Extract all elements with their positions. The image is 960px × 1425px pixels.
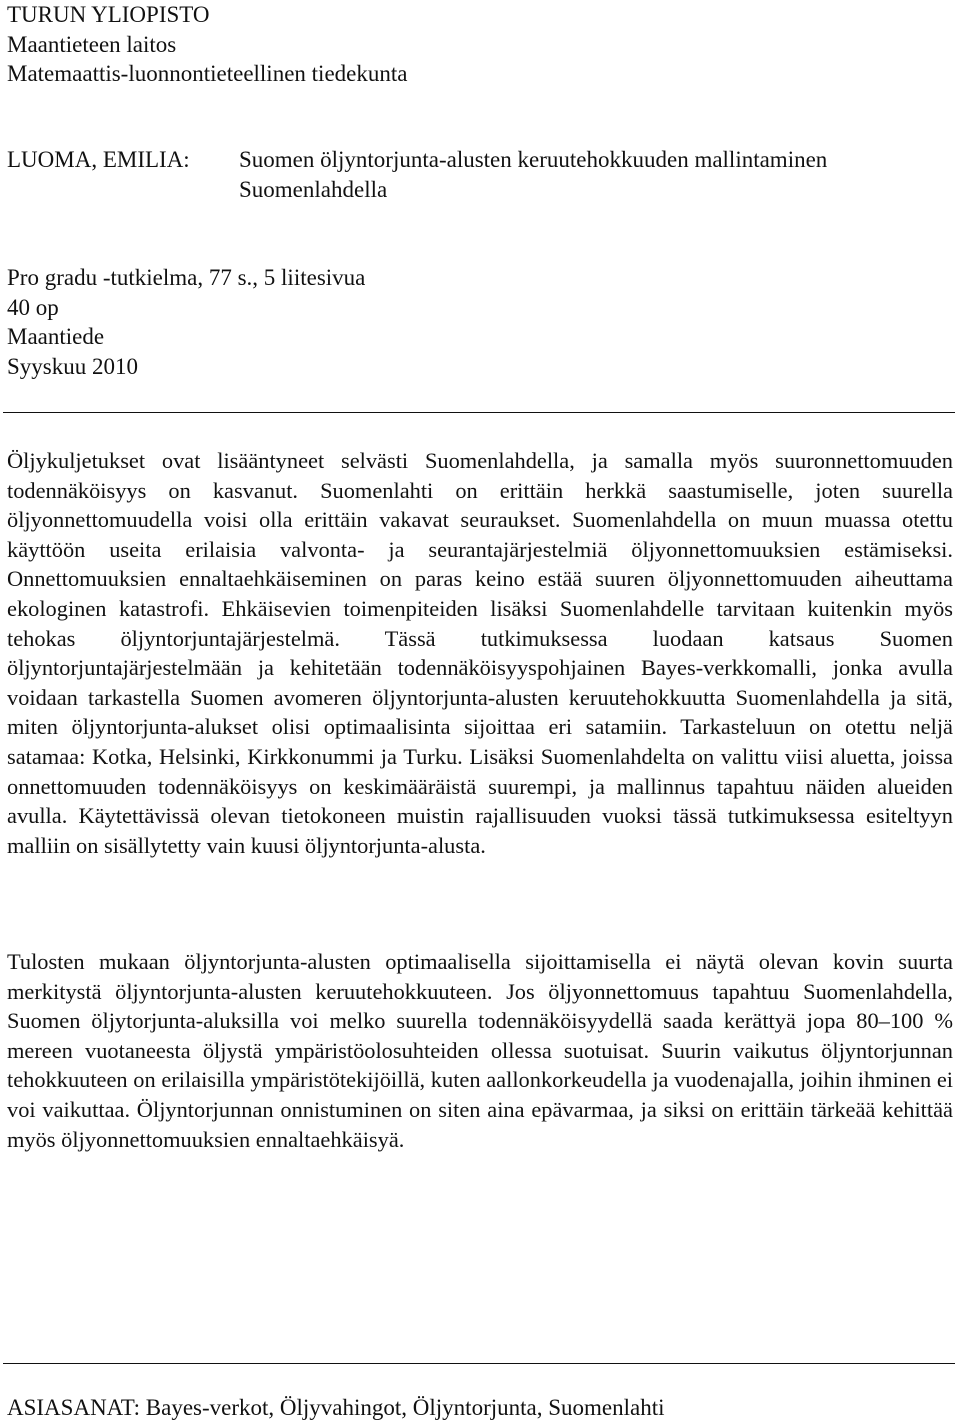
bottom-divider xyxy=(3,1363,955,1364)
thesis-title-line-2: Suomenlahdella xyxy=(239,176,388,202)
faculty-name: Matemaattis-luonnontieteellinen tiedekunta xyxy=(7,61,408,87)
author-name: LUOMA, EMILIA: xyxy=(7,147,190,172)
abstract-paragraph-2: Tulosten mukaan öljyntorjunta-alusten optimaalisella sijoittamisella ei näytä olevan kovin suurta merkitystä öljyntorjunta-alusten keruutehokkuuteen. Jos öljyonnettomuus tapahtuu Suomenlahdella, Suomen öljytorjunta-aluksilla voi melko suurella todennäköisyydellä saada kerättyä jopa 80–100 % mereen vuotaneesta öljystä ympäristöolosuhteiden ollessa suotuisat. Suurin vaikutus öljyntorjunnan tehokkuuteen on erilaisilla ympäristötekijöillä, kuten aallonkorkeudella ja vuodenajalla, joihin ihminen ei voi vaikuttaa. Öljyntorjunnan onnistuminen on siten aina epävarmaa, ja siksi on erittäin tärkeää kehittää myös öljyonnettomuuksien ennaltaehkäisyä. xyxy=(7,949,953,1152)
thesis-title-line-1: Suomen öljyntorjunta-alusten keruutehokkuuden mallintaminen xyxy=(239,147,828,172)
university-name: TURUN YLIOPISTO xyxy=(7,2,210,27)
keywords-line: ASIASANAT: Bayes-verkot, Öljyvahingot, Öljyntorjunta, Suomenlahti xyxy=(7,1395,665,1420)
institution-header xyxy=(7,0,407,89)
thesis-title xyxy=(239,145,827,204)
abstract-paragraph-1: Öljykuljetukset ovat lisääntyneet selvästi Suomenlahdella, ja samalla myös suuronnettomuuden todennäköisyys on kasvanut. Suomenlahti on erittäin herkkä saastumiselle, joten suurella öljyonnettomuudella voisi olla erittäin vakavat seuraukset. Suomenlahdella on muun muassa otettu käyttöön useita erilaisia valvonta- ja seurantajärjestelmiä öljyonnettomuuksien estämiseksi. Onnettomuuksien ennaltaehkäiseminen on paras keino estää suuren öljyonnettomuuden aiheuttama ekologinen katastrofi. Ehkäisevien toimenpiteiden lisäksi Suomenlahdelle tarvitaan kuitenkin myös tehokas öljyntorjuntajärjestelmä. Tässä tutkimuksessa luodaan katsaus Suomen öljyntorjuntajärjestelmään ja kehitetään todennäköisyyspohjainen Bayes-verkkomalli, jonka avulla voidaan tarkastella Suomen avomeren öljyntorjunta-alusten keruutehokkuutta Suomenlahdella ja sitä, miten öljyntorjunta-alukset olisi optimaalisinta sijoittaa eri satamiin. Tarkasteluun on otettu neljä satamaa: Kotka, Helsinki, Kirkkonummi ja Turku. Lisäksi Suomenlahdelta on valittu viisi aluetta, joissa onnettomuuden todennäköisyys on keskimääräistä suurempi, ja mallinnus tapahtuu näiden alueiden avulla. Käytettävissä olevan tietokoneen muistin rajallisuuden vuoksi tässä tutkimuksessa esiteltyyn malliin on sisällytetty vain kuusi öljyntorjunta-alusta. xyxy=(7,448,953,858)
thesis-credits: 40 op xyxy=(7,294,59,320)
department-name: Maantieteen laitos xyxy=(7,31,177,57)
thesis-meta xyxy=(7,263,365,381)
top-divider xyxy=(3,412,955,413)
thesis-subject: Maantiede xyxy=(7,324,105,350)
thesis-date: Syyskuu 2010 xyxy=(7,353,138,379)
thesis-type: Pro gradu -tutkielma, 77 s., 5 liitesivua xyxy=(7,265,366,290)
